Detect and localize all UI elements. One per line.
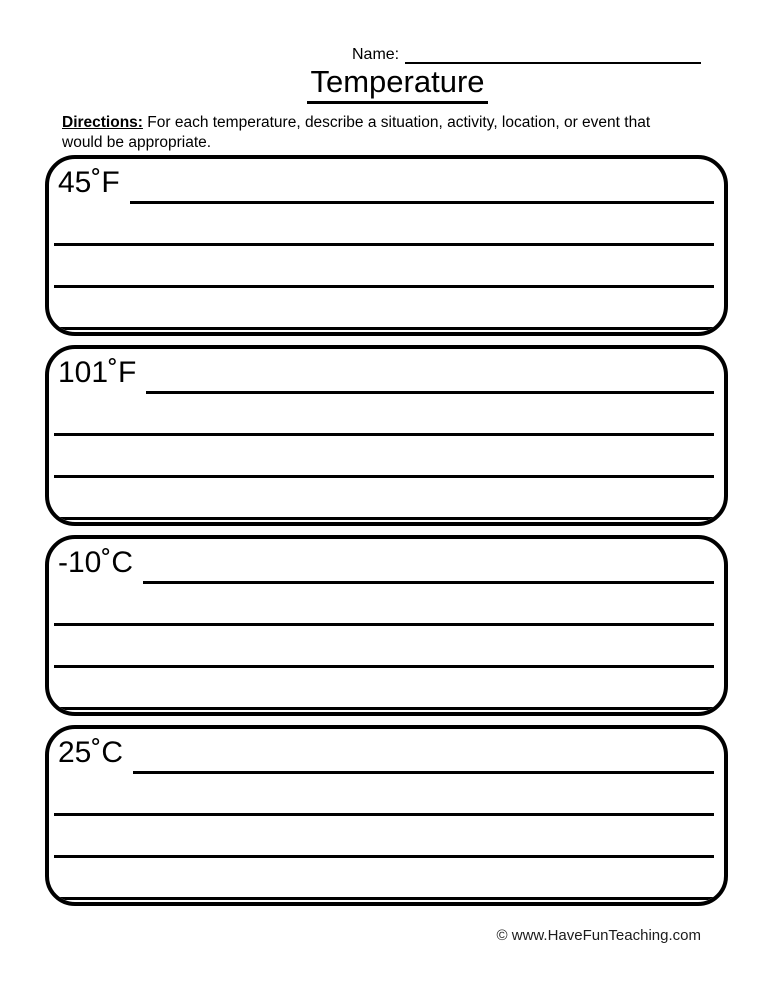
copyright-credit: © www.HaveFunTeaching.com xyxy=(496,927,701,944)
answer-line[interactable] xyxy=(146,391,714,394)
temperature-label: 101˚F xyxy=(58,356,137,389)
temperature-label: -10˚C xyxy=(58,546,134,579)
name-row xyxy=(352,46,701,64)
answer-line[interactable] xyxy=(54,478,714,520)
answer-line[interactable] xyxy=(54,858,714,900)
answer-line[interactable] xyxy=(54,584,714,626)
temperature-label: 45˚F xyxy=(58,166,120,199)
temperature-box-101f xyxy=(45,345,728,526)
answer-line[interactable] xyxy=(54,668,714,710)
label-row xyxy=(54,729,714,774)
temperature-boxes xyxy=(45,155,728,915)
label-row xyxy=(54,159,714,204)
directions-text-line1: For each temperature, describe a situation, activity, location, or event that xyxy=(147,114,651,131)
directions-label: Directions: xyxy=(62,114,143,131)
answer-line[interactable] xyxy=(54,626,714,668)
answer-line[interactable] xyxy=(54,436,714,478)
answer-line[interactable] xyxy=(130,201,714,204)
answer-line[interactable] xyxy=(54,288,714,330)
title-wrap xyxy=(0,66,773,104)
temperature-box-45f xyxy=(45,155,728,336)
answer-line[interactable] xyxy=(133,771,714,774)
name-label: Name: xyxy=(352,46,400,63)
label-row xyxy=(54,539,714,584)
answer-line[interactable] xyxy=(54,774,714,816)
page-title: Temperature xyxy=(307,66,487,104)
label-row xyxy=(54,349,714,394)
temperature-box-25c xyxy=(45,725,728,906)
answer-line[interactable] xyxy=(54,246,714,288)
answer-line[interactable] xyxy=(143,581,714,584)
directions-text-line2: would be appropriate. xyxy=(62,134,212,152)
answer-line[interactable] xyxy=(54,816,714,858)
temperature-box-minus10c xyxy=(45,535,728,716)
directions xyxy=(62,113,722,154)
answer-line[interactable] xyxy=(54,204,714,246)
temperature-label: 25˚C xyxy=(58,736,124,769)
name-blank-line[interactable] xyxy=(405,48,701,64)
answer-line[interactable] xyxy=(54,394,714,436)
